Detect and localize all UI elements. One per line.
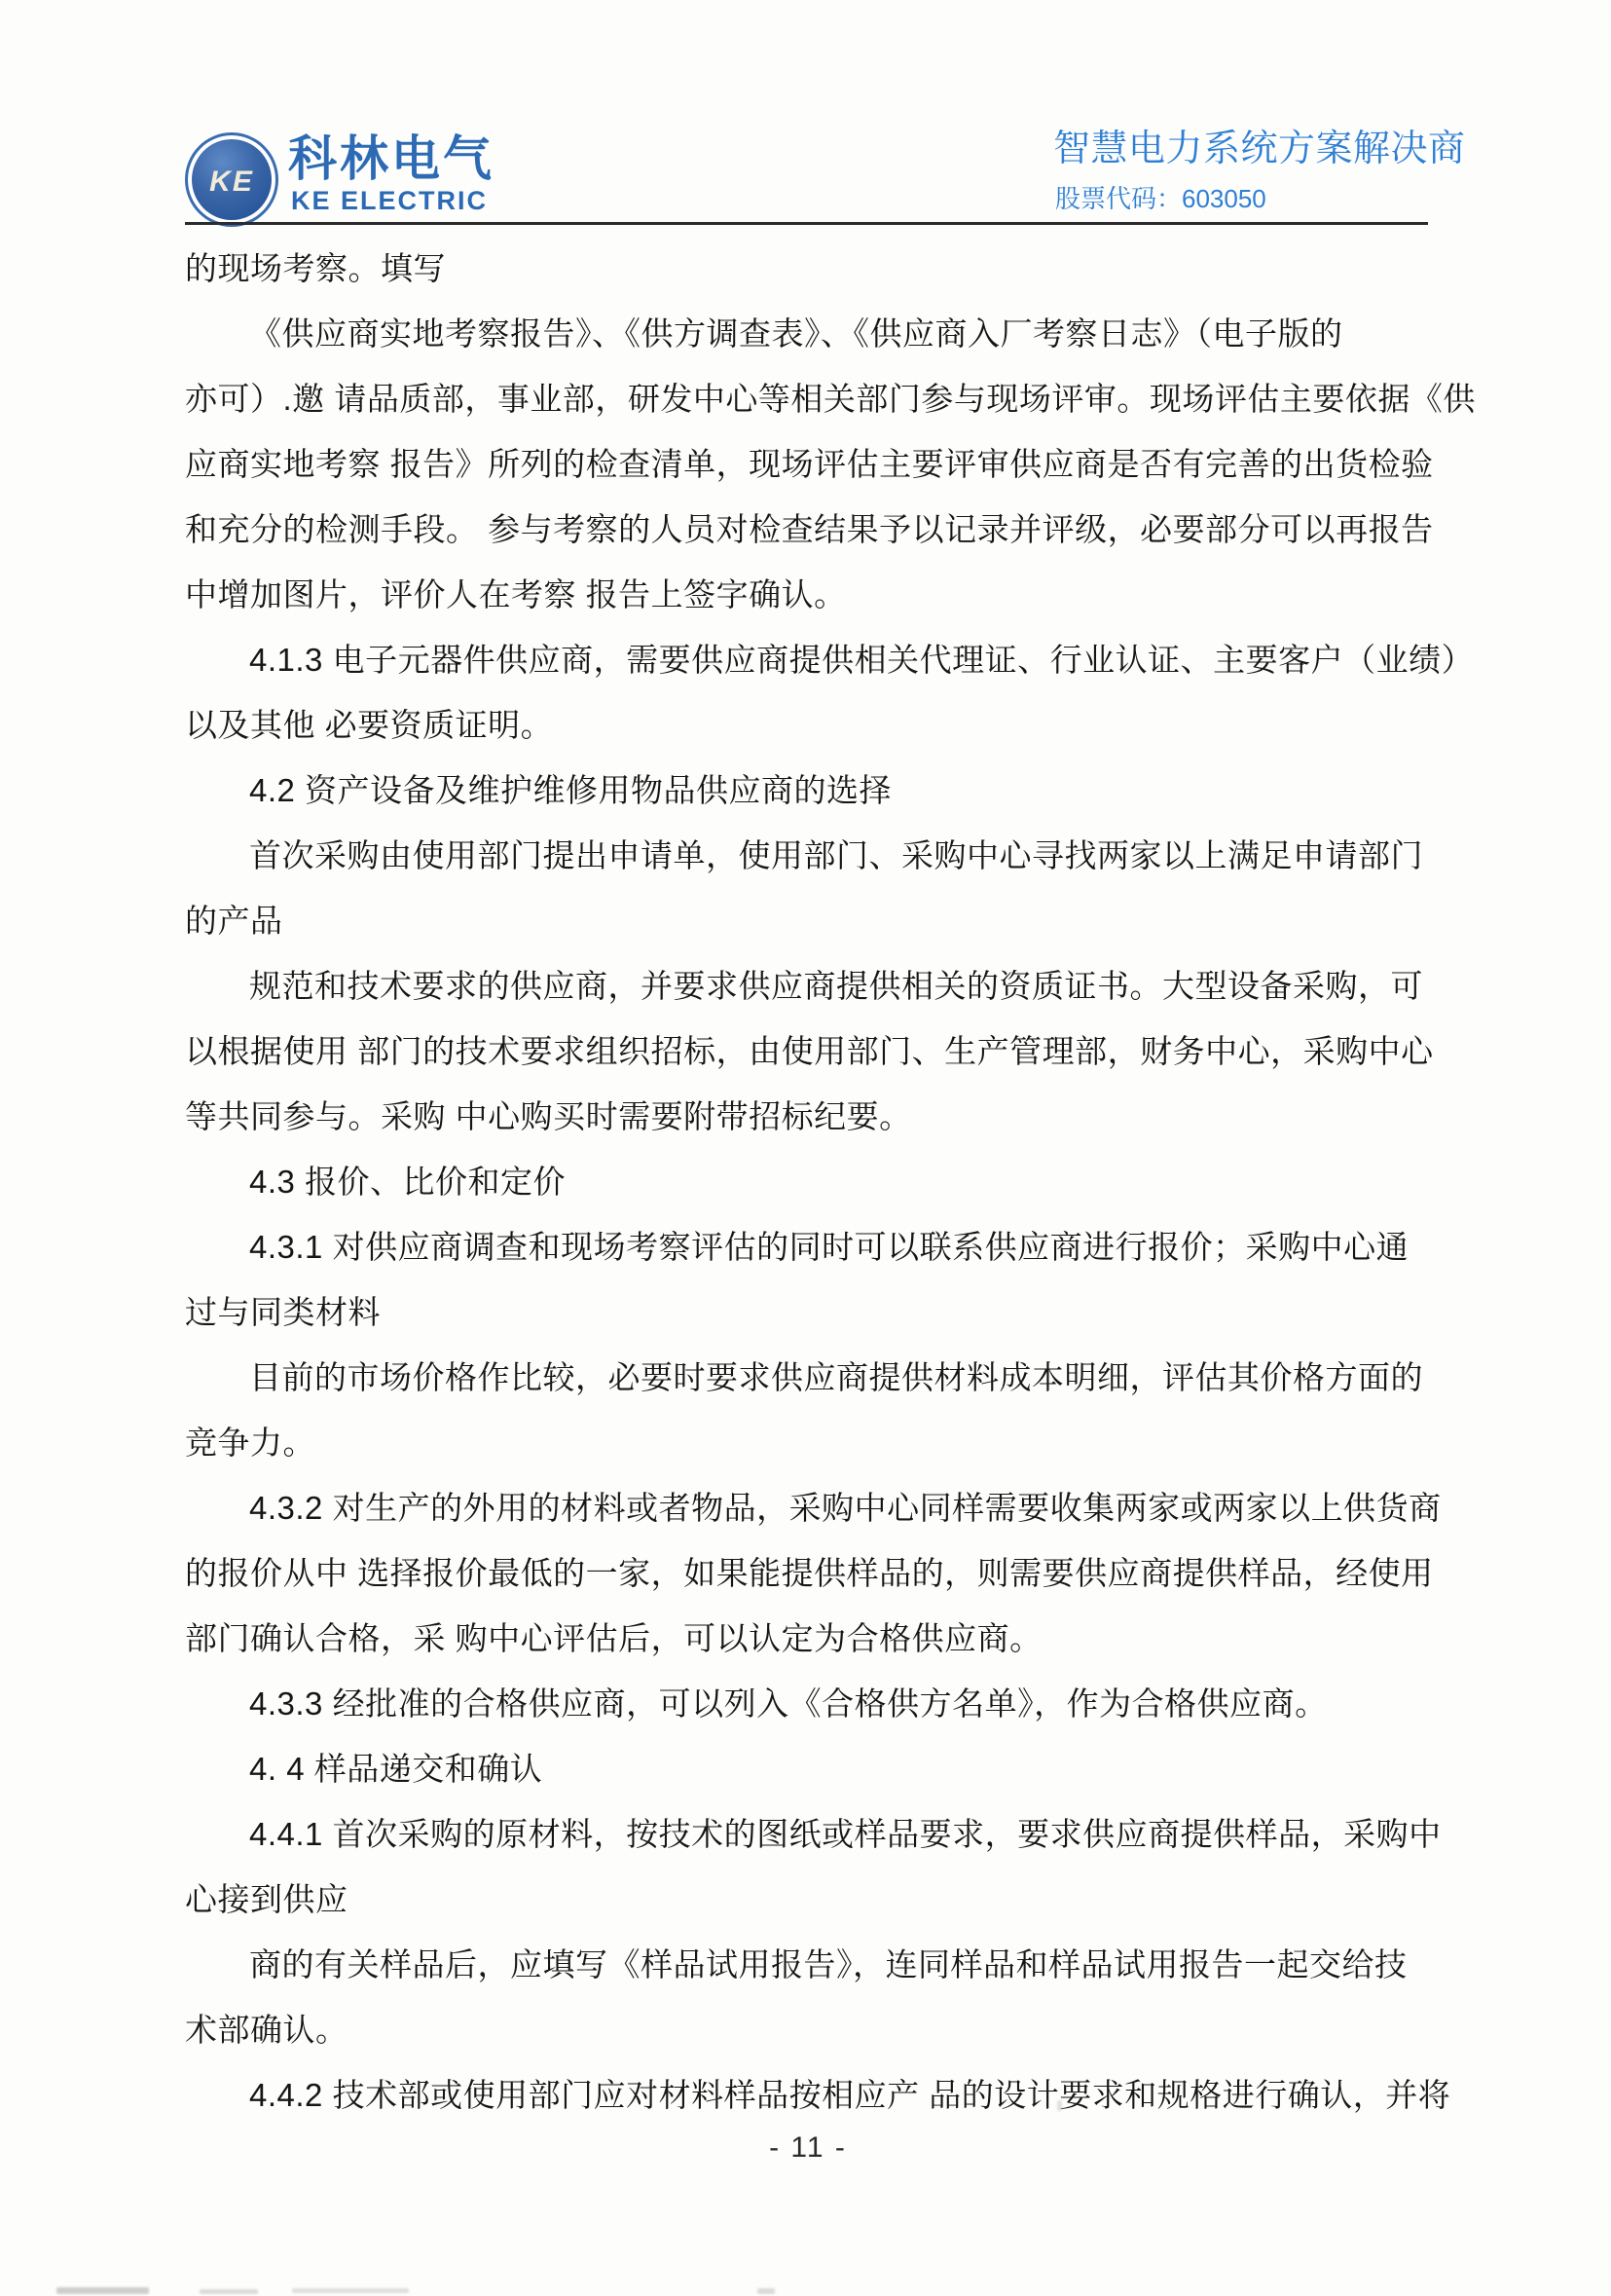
ke-logo <box>185 132 278 227</box>
body-line: 4. 4 样品递交和确认 <box>249 1751 543 1787</box>
body-line: 首次采购由使用部门提出申请单，使用部门、采购中心寻找两家以上满足申请部门 <box>249 837 1423 873</box>
body-line: 4.3.1 对供应商调查和现场考察评估的同时可以联系供应商进行报价；采购中心通 <box>249 1229 1410 1265</box>
stock-code: 股票代码：603050 <box>1055 184 1266 213</box>
body-line: 竞争力。 <box>185 1425 315 1461</box>
scan-artifact <box>292 2288 409 2293</box>
page-number: - 11 - <box>769 2131 847 2164</box>
body-line: 的现场考察。填写 <box>185 250 446 286</box>
scan-artifact <box>200 2289 258 2294</box>
body-line: 部门确认合格，采 购中心评估后，可以认定为合格供应商。 <box>185 1620 1043 1656</box>
body-line: 《供应商实地考察报告》、《供方调查表》、《供应商入厂考察日志》（电子版的 <box>249 315 1343 352</box>
body-line: 心接到供应 <box>185 1881 348 1917</box>
body-line: 4.4.2 技术部或使用部门应对材料样品按相应产 品的设计要求和规格进行确认，并将 <box>249 2077 1451 2113</box>
body-line: 4.4.1 首次采购的原材料，按技术的图纸或样品要求，要求供应商提供样品，采购中 <box>249 1816 1442 1852</box>
body-line: 以及其他 必要资质证明。 <box>185 707 554 743</box>
ke-logo-disc <box>192 139 272 220</box>
scan-artifact <box>56 2287 149 2294</box>
body-line: 过与同类材料 <box>185 1294 381 1330</box>
body-line: 4.3.3 经批准的合格供应商，可以列入《合格供方名单》，作为合格供应商。 <box>249 1685 1328 1722</box>
body-line: 中增加图片，评价人在考察 报告上签字确认。 <box>185 576 847 612</box>
company-tagline: 智慧电力系统方案解决商 <box>1053 129 1466 169</box>
header-divider <box>185 222 1428 225</box>
ke-logo-monogram: KE <box>209 165 254 198</box>
scan-artifact <box>1057 2100 1062 2111</box>
body-line: 4.1.3 电子元器件供应商，需要供应商提供相关代理证、行业认证、主要客户（业绩） <box>249 642 1475 678</box>
scan-artifact <box>757 2288 775 2294</box>
body-line: 规范和技术要求的供应商，并要求供应商提供相关的资质证书。大型设备采购，可 <box>249 968 1423 1004</box>
body-line: 4.3 报价、比价和定价 <box>249 1164 567 1200</box>
body-line: 应商实地考察 报告》所列的检查清单，现场评估主要评审供应商是否有完善的出货检验 <box>185 446 1434 482</box>
body-line: 亦可）.邀 请品质部，事业部，研发中心等相关部门参与现场评审。现场评估主要依据《供 <box>185 381 1476 417</box>
body-line: 4.3.2 对生产的外用的材料或者物品，采购中心同样需要收集两家或两家以上供货商 <box>249 1490 1442 1526</box>
body-line: 的报价从中 选择报价最低的一家，如果能提供样品的，则需要供应商提供样品，经使用 <box>185 1555 1434 1591</box>
company-name-en: KE ELECTRIC <box>291 186 489 215</box>
body-line: 的产品 <box>185 903 283 939</box>
body-line: 以根据使用 部门的技术要求组织招标，由使用部门、生产管理部，财务中心，采购中心 <box>185 1033 1434 1069</box>
body-line: 和充分的检测手段。 参与考察的人员对检查结果予以记录并评级，必要部分可以再报告 <box>185 511 1434 547</box>
body-line: 商的有关样品后，应填写《样品试用报告》，连同样品和样品试用报告一起交给技 <box>249 1946 1408 1982</box>
document-body <box>185 236 1480 2128</box>
body-line: 4.2 资产设备及维护维修用物品供应商的选择 <box>249 772 893 808</box>
body-line: 目前的市场价格作比较，必要时要求供应商提供材料成本明细，评估其价格方面的 <box>249 1359 1423 1395</box>
body-line: 术部确认。 <box>185 2012 348 2048</box>
company-name-cn: 科林电气 <box>288 131 494 186</box>
body-line: 等共同参与。采购 中心购买时需要附带招标纪要。 <box>185 1098 912 1134</box>
